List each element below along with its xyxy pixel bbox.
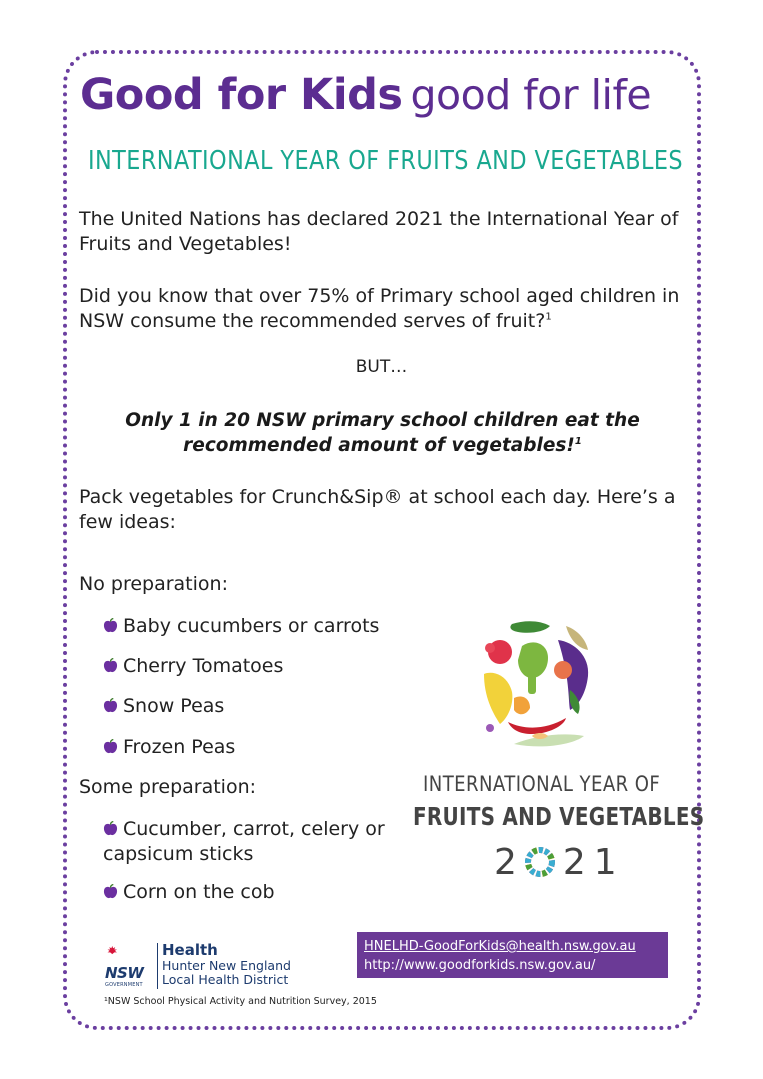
list-item-label: Snow Peas [123,695,225,717]
no-preparation-heading: No preparation: [79,573,228,595]
apple-icon [103,884,118,899]
list-item-label: Corn on the cob [123,881,275,903]
apple-icon [103,618,118,633]
apple-icon [103,821,118,836]
iyfv-title-line1: INTERNATIONAL YEAR OF [423,772,661,796]
sdg-wheel-icon [525,847,555,877]
list-item [103,817,393,867]
fruit-fact-text: Did you know that over 75% of Primary school aged children in NSW consume the recommended serves of fruit? [79,285,680,332]
nsw-health-label: Health [162,941,218,959]
but-text: BUT… [355,357,408,377]
list-item [103,654,403,679]
list-item [103,735,403,760]
list-item [103,880,403,905]
iyfv-fruit-veg-logo [474,618,600,753]
email-link[interactable]: HNELHD-GoodForKids@health.nsw.gov.au [364,939,636,954]
nsw-health-district [162,942,291,986]
list-item-label: Baby cucumbers or carrots [123,615,380,637]
brand-bold-text: Good for Kids [80,70,403,120]
intro-paragraph: The United Nations has declared 2021 the International Year of Fruits and Vegetables! [79,208,679,255]
apple-icon [103,698,118,713]
list-item [103,614,403,639]
contact-box [357,932,668,978]
district-line1: Hunter New England [162,958,291,973]
footnote-ref: 1 [574,435,582,447]
list-item-label: Cherry Tomatoes [123,655,284,677]
nsw-government-label: GOVERNMENT [105,982,143,988]
vegetable-fact-text: Only 1 in 20 NSW primary school children eat the recommended amount of vegetables! [125,410,640,456]
apple-icon [103,739,118,754]
some-preparation-heading: Some preparation: [79,776,257,798]
iyfv-year [494,842,625,883]
brand-title [80,70,651,134]
list-item-label: Frozen Peas [123,736,236,758]
nsw-divider [157,943,158,989]
year-digit-left: 2 [494,842,525,883]
district-line2: Local Health District [162,971,289,987]
footnote: ¹NSW School Physical Activity and Nutrition Survey, 2015 [104,996,377,1007]
footnote-ref: 1 [545,311,552,323]
fruit-fact-paragraph [79,284,689,334]
website-link[interactable]: http://www.goodforkids.nsw.gov.au/ [364,958,596,973]
list-item [103,694,403,719]
crunch-sip-paragraph: Pack vegetables for Crunch&Sip® at school each day. Here’s a few ideas: [79,486,676,533]
apple-icon [103,658,118,673]
year-digits-right: 21 [562,842,625,883]
iyfv-title-line2: FRUITS AND VEGETABLES [413,802,705,831]
vegetable-fact-highlight [110,408,655,458]
brand-light-text: good for life [410,71,652,119]
page-subtitle: INTERNATIONAL YEAR OF FRUITS AND VEGETABLES [88,146,684,176]
nsw-wordmark: NSW [105,964,144,982]
list-item-label: Cucumber, carrot, celery or capsicum sticks [103,818,385,865]
